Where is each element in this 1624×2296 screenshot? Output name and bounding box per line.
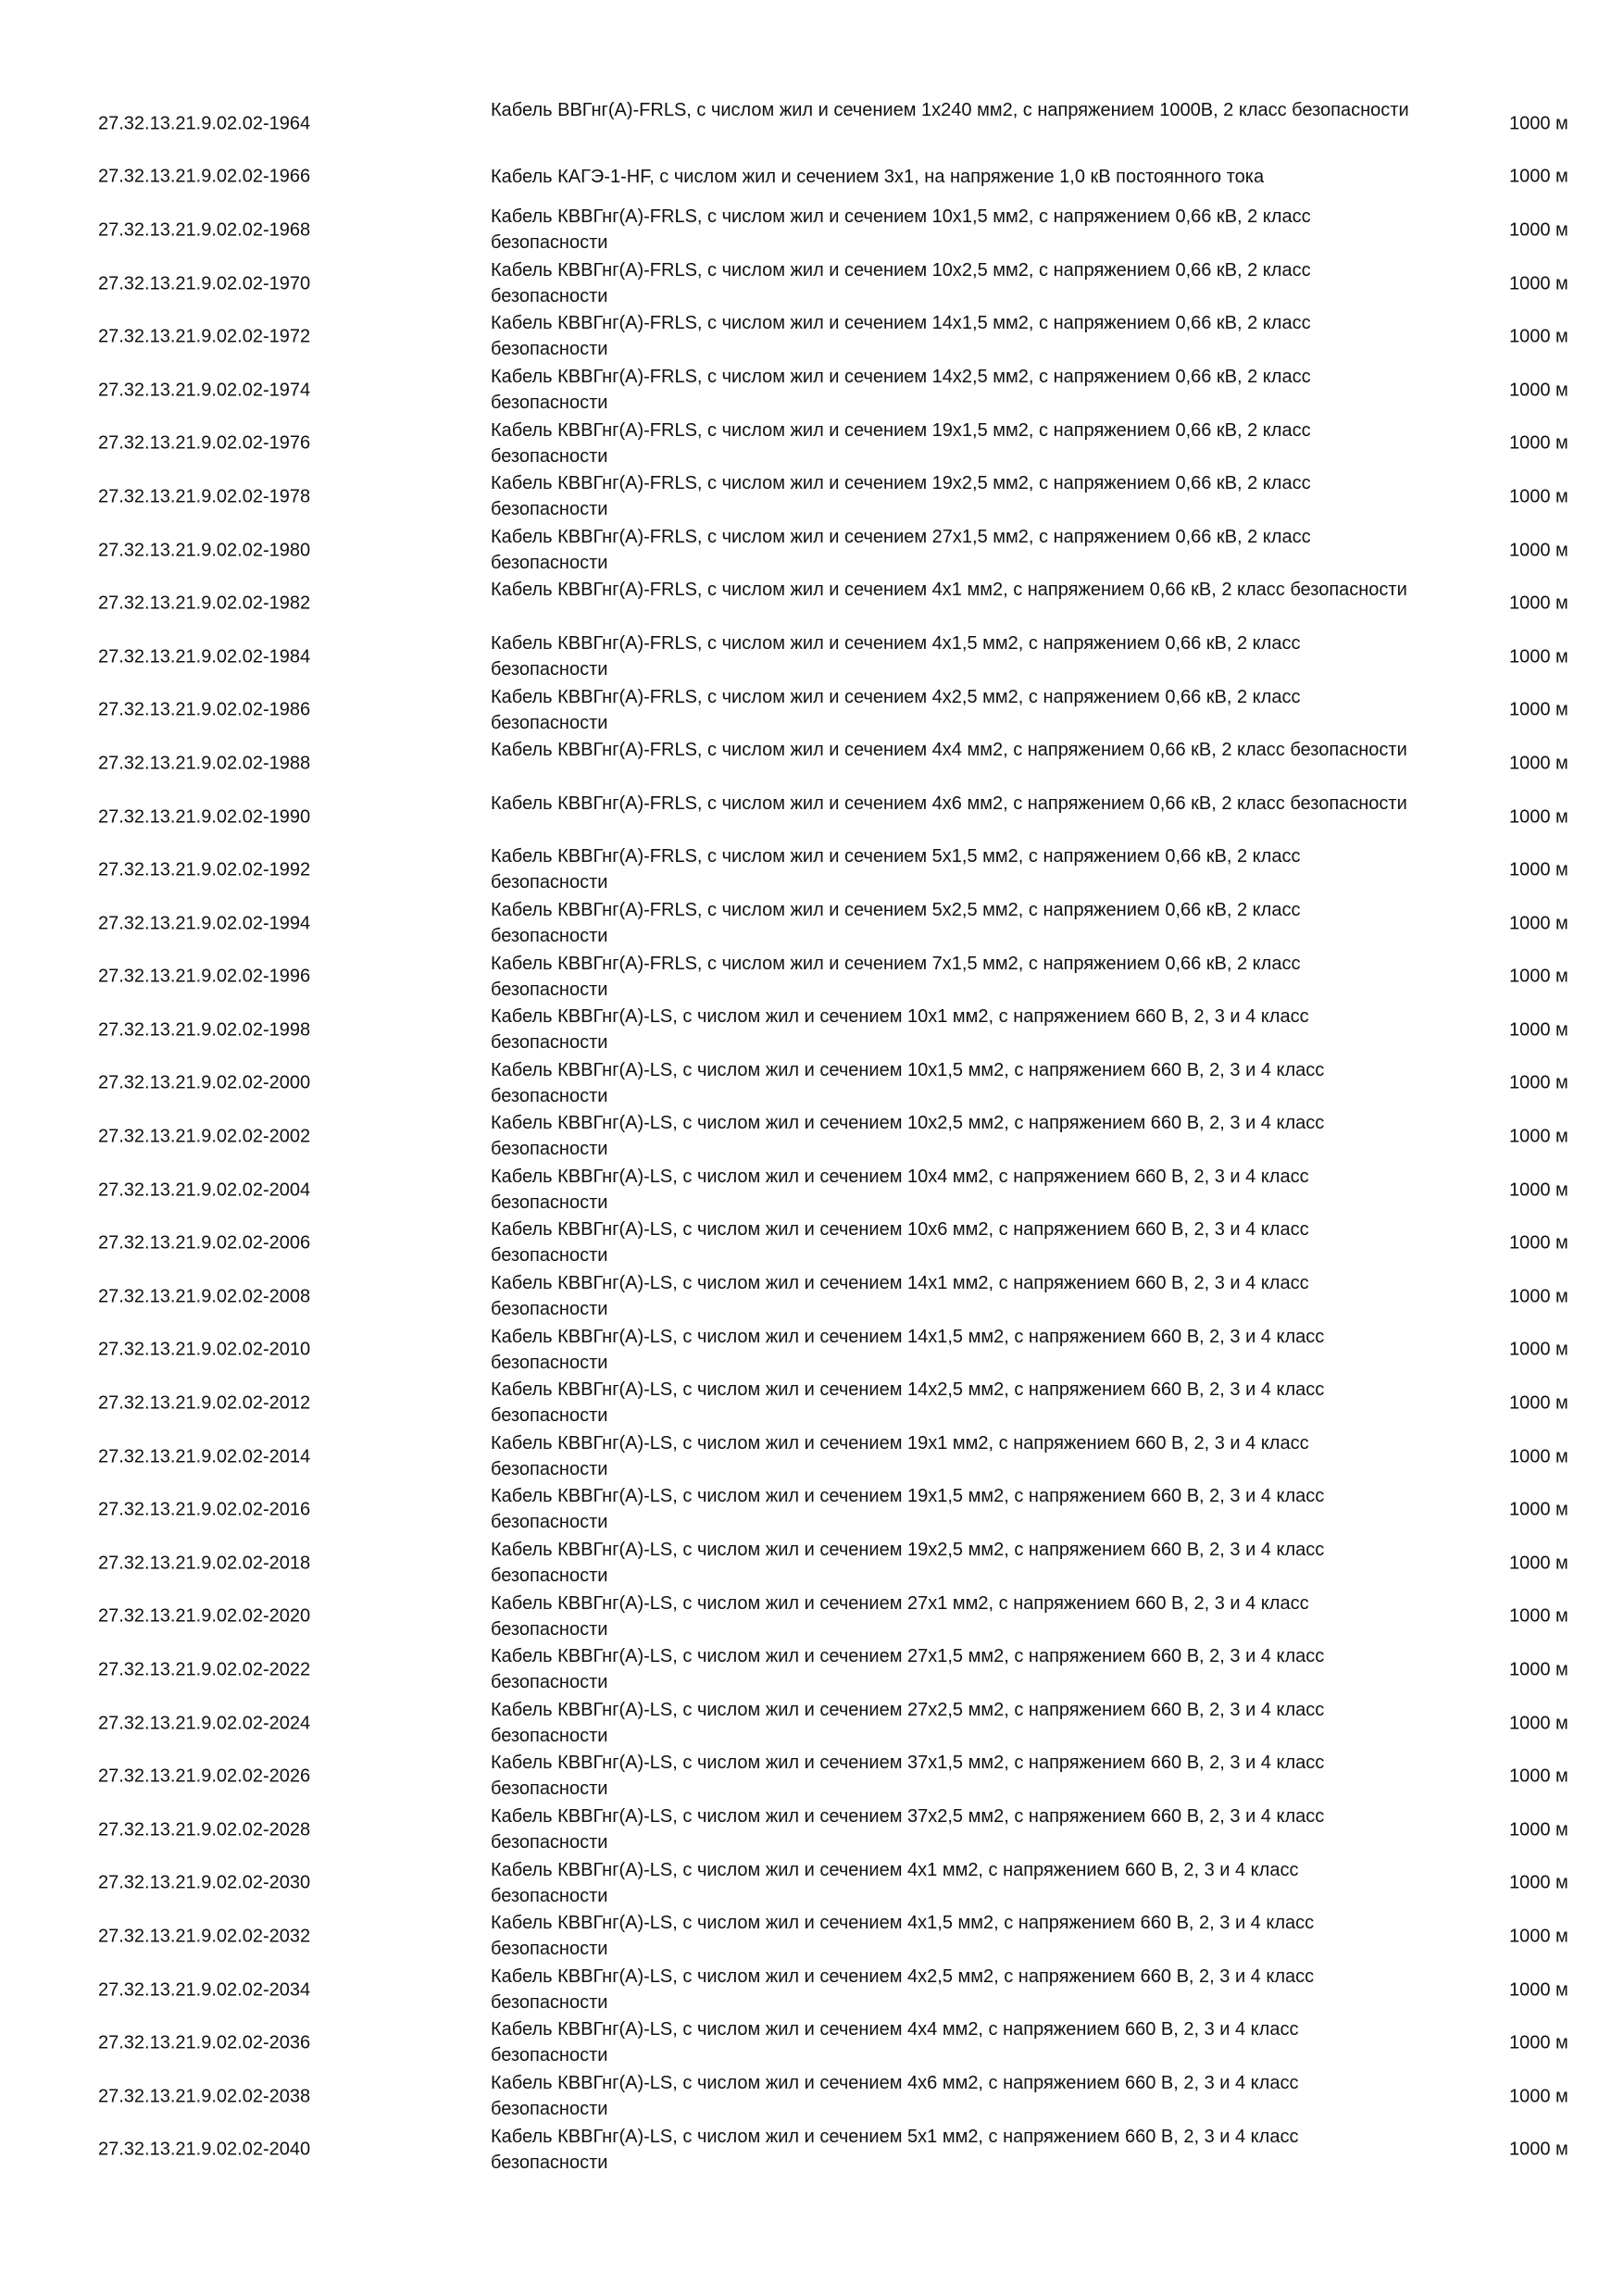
item-code: 27.32.13.21.9.02.02-2008	[98, 1286, 311, 1307]
table-row	[0, 630, 1624, 684]
table-row	[0, 1110, 1624, 1164]
item-unit: 1000 м	[1509, 806, 1568, 828]
item-code: 27.32.13.21.9.02.02-1972	[98, 326, 311, 347]
table-row	[0, 364, 1624, 418]
table-row	[0, 737, 1624, 791]
item-unit: 1000 м	[1509, 1446, 1568, 1467]
item-description: Кабель КВВГнг(А)-FRLS, с числом жил и сечением 5х1,5 мм2, с напряжением 0,66 кВ, 2 класс безопасности	[491, 846, 1301, 893]
item-unit: 1000 м	[1509, 1286, 1568, 1307]
table-row	[0, 1803, 1624, 1857]
table-row	[0, 1164, 1624, 1217]
item-code: 27.32.13.21.9.02.02-2016	[98, 1499, 311, 1520]
item-unit: 1000 м	[1509, 2032, 1568, 2053]
item-unit: 1000 м	[1509, 1232, 1568, 1254]
item-code: 27.32.13.21.9.02.02-2010	[98, 1339, 311, 1360]
item-code: 27.32.13.21.9.02.02-1982	[98, 593, 311, 614]
table-row	[0, 2016, 1624, 2070]
item-code: 27.32.13.21.9.02.02-1996	[98, 966, 311, 987]
item-code: 27.32.13.21.9.02.02-2036	[98, 2032, 311, 2053]
item-description: Кабель КВВГнг(А)-FRLS, с числом жил и сечением 14х1,5 мм2, с напряжением 0,66 кВ, 2 класс безопасности	[491, 313, 1311, 360]
table-row	[0, 951, 1624, 1004]
item-code: 27.32.13.21.9.02.02-2040	[98, 2139, 311, 2160]
item-code: 27.32.13.21.9.02.02-1984	[98, 646, 311, 668]
item-description: Кабель КАГЭ-1-HF, с числом жил и сечением 3х1, на напряжение 1,0 кВ постоянного тока	[491, 167, 1265, 188]
item-unit: 1000 м	[1509, 2139, 1568, 2160]
item-code: 27.32.13.21.9.02.02-1998	[98, 1019, 311, 1041]
item-code: 27.32.13.21.9.02.02-1980	[98, 540, 311, 561]
item-code: 27.32.13.21.9.02.02-2000	[98, 1072, 311, 1093]
item-unit: 1000 м	[1509, 540, 1568, 561]
item-description: Кабель КВВГнг(А)-LS, с числом жил и сечением 14х1 мм2, с напряжением 660 В, 2, 3 и 4 класс безопасности	[491, 1273, 1309, 1320]
item-unit: 1000 м	[1509, 1713, 1568, 1734]
table-row	[0, 1643, 1624, 1697]
table-row	[0, 310, 1624, 364]
item-unit: 1000 м	[1509, 166, 1568, 187]
table-row	[0, 843, 1624, 897]
item-unit: 1000 м	[1509, 432, 1568, 454]
item-unit: 1000 м	[1509, 1072, 1568, 1093]
item-unit: 1000 м	[1509, 380, 1568, 401]
table-row	[0, 2124, 1624, 2177]
item-description: Кабель КВВГнг(А)-LS, с числом жил и сечением 14х1,5 мм2, с напряжением 660 В, 2, 3 и 4 класс безопасности	[491, 1326, 1325, 1373]
item-description: Кабель КВВГнг(А)-LS, с числом жил и сечением 4х1,5 мм2, с напряжением 660 В, 2, 3 и 4 класс безопасности	[491, 1913, 1315, 1960]
item-description: Кабель ВВГнг(А)-FRLS, с числом жил и сечением 1х240 мм2, с напряжением 1000В, 2 класс безопасности	[491, 100, 1409, 120]
item-code: 27.32.13.21.9.02.02-1992	[98, 859, 311, 880]
item-code: 27.32.13.21.9.02.02-2024	[98, 1713, 311, 1734]
item-description: Кабель КВВГнг(А)-LS, с числом жил и сечением 10х1,5 мм2, с напряжением 660 В, 2, 3 и 4 класс безопасности	[491, 1059, 1325, 1106]
item-description: Кабель КВВГнг(А)-LS, с числом жил и сечением 4х1 мм2, с напряжением 660 В, 2, 3 и 4 класс безопасности	[491, 1859, 1299, 1906]
item-unit: 1000 м	[1509, 1872, 1568, 1893]
item-code: 27.32.13.21.9.02.02-1964	[98, 113, 311, 134]
item-code: 27.32.13.21.9.02.02-2018	[98, 1553, 311, 1574]
item-description: Кабель КВВГнг(А)-FRLS, с числом жил и сечением 19х2,5 мм2, с напряжением 0,66 кВ, 2 класс безопасности	[491, 473, 1311, 520]
item-unit: 1000 м	[1509, 699, 1568, 720]
item-description: Кабель КВВГнг(А)-LS, с числом жил и сечением 19х1,5 мм2, с напряжением 660 В, 2, 3 и 4 класс безопасности	[491, 1486, 1325, 1533]
item-unit: 1000 м	[1509, 1553, 1568, 1574]
table-row	[0, 524, 1624, 578]
item-unit: 1000 м	[1509, 1392, 1568, 1414]
item-code: 27.32.13.21.9.02.02-2004	[98, 1179, 311, 1201]
item-description: Кабель КВВГнг(А)-FRLS, с числом жил и сечением 7х1,5 мм2, с напряжением 0,66 кВ, 2 класс безопасности	[491, 953, 1301, 1000]
item-unit: 1000 м	[1509, 1126, 1568, 1147]
item-code: 27.32.13.21.9.02.02-1990	[98, 806, 311, 828]
item-code: 27.32.13.21.9.02.02-2034	[98, 1979, 311, 2001]
item-unit: 1000 м	[1509, 1339, 1568, 1360]
item-code: 27.32.13.21.9.02.02-1976	[98, 432, 311, 454]
item-unit: 1000 м	[1509, 1766, 1568, 1787]
item-description: Кабель КВВГнг(А)-FRLS, с числом жил и сечением 27х1,5 мм2, с напряжением 0,66 кВ, 2 класс безопасности	[491, 526, 1311, 573]
item-description: Кабель КВВГнг(А)-FRLS, с числом жил и сечением 19х1,5 мм2, с напряжением 0,66 кВ, 2 класс безопасности	[491, 419, 1311, 467]
item-unit: 1000 м	[1509, 219, 1568, 241]
item-unit: 1000 м	[1509, 1605, 1568, 1627]
item-description: Кабель КВВГнг(А)-LS, с числом жил и сечением 4х6 мм2, с напряжением 660 В, 2, 3 и 4 класс безопасности	[491, 2072, 1299, 2119]
item-description: Кабель КВВГнг(А)-LS, с числом жил и сечением 10х1 мм2, с напряжением 660 В, 2, 3 и 4 класс безопасности	[491, 1006, 1309, 1054]
item-unit: 1000 м	[1509, 1979, 1568, 2001]
item-description: Кабель КВВГнг(А)-FRLS, с числом жил и сечением 4х4 мм2, с напряжением 0,66 кВ, 2 класс безопасности	[491, 740, 1407, 761]
item-code: 27.32.13.21.9.02.02-2038	[98, 2086, 311, 2107]
item-code: 27.32.13.21.9.02.02-1986	[98, 699, 311, 720]
item-unit: 1000 м	[1509, 113, 1568, 134]
item-unit: 1000 м	[1509, 753, 1568, 774]
item-unit: 1000 м	[1509, 1019, 1568, 1041]
table-row	[0, 684, 1624, 738]
item-description: Кабель КВВГнг(А)-LS, с числом жил и сечением 19х1 мм2, с напряжением 660 В, 2, 3 и 4 класс безопасности	[491, 1432, 1309, 1479]
table-row	[0, 1004, 1624, 1057]
table-row	[0, 2070, 1624, 2124]
table-row	[0, 1217, 1624, 1270]
table-row	[0, 257, 1624, 311]
item-description: Кабель КВВГнг(А)-FRLS, с числом жил и сечением 14х2,5 мм2, с напряжением 0,66 кВ, 2 класс безопасности	[491, 366, 1311, 413]
item-description: Кабель КВВГнг(А)-LS, с числом жил и сечением 27х2,5 мм2, с напряжением 660 В, 2, 3 и 4 класс безопасности	[491, 1699, 1325, 1746]
table-row	[0, 1591, 1624, 1644]
item-unit: 1000 м	[1509, 1179, 1568, 1201]
table-row	[0, 577, 1624, 630]
item-code: 27.32.13.21.9.02.02-1966	[98, 166, 311, 187]
table-row	[0, 1324, 1624, 1378]
table-row	[0, 1964, 1624, 2017]
item-unit: 1000 м	[1509, 486, 1568, 507]
item-description: Кабель КВВГнг(А)-LS, с числом жил и сечением 4х4 мм2, с напряжением 660 В, 2, 3 и 4 класс безопасности	[491, 2019, 1299, 2066]
table-row	[0, 1430, 1624, 1484]
item-unit: 1000 м	[1509, 966, 1568, 987]
item-unit: 1000 м	[1509, 273, 1568, 294]
item-code: 27.32.13.21.9.02.02-2006	[98, 1232, 311, 1254]
item-description: Кабель КВВГнг(А)-LS, с числом жил и сечением 37х2,5 мм2, с напряжением 660 В, 2, 3 и 4 класс безопасности	[491, 1806, 1325, 1853]
item-description: Кабель КВВГнг(А)-LS, с числом жил и сечением 10х6 мм2, с напряжением 660 В, 2, 3 и 4 класс безопасности	[491, 1219, 1309, 1267]
item-code: 27.32.13.21.9.02.02-2022	[98, 1659, 311, 1680]
item-description: Кабель КВВГнг(А)-LS, с числом жил и сечением 4х2,5 мм2, с напряжением 660 В, 2, 3 и 4 класс безопасности	[491, 1965, 1315, 2013]
cable-list	[0, 97, 1624, 2177]
item-unit: 1000 м	[1509, 2086, 1568, 2107]
item-description: Кабель КВВГнг(А)-LS, с числом жил и сечением 37х1,5 мм2, с напряжением 660 В, 2, 3 и 4 класс безопасности	[491, 1753, 1325, 1800]
table-row	[0, 151, 1624, 205]
item-unit: 1000 м	[1509, 859, 1568, 880]
table-row	[0, 1697, 1624, 1751]
item-unit: 1000 м	[1509, 1659, 1568, 1680]
item-description: Кабель КВВГнг(А)-FRLS, с числом жил и сечением 10х2,5 мм2, с напряжением 0,66 кВ, 2 класс безопасности	[491, 259, 1311, 306]
item-unit: 1000 м	[1509, 1499, 1568, 1520]
table-row	[0, 1377, 1624, 1430]
item-code: 27.32.13.21.9.02.02-2020	[98, 1605, 311, 1627]
table-row	[0, 1750, 1624, 1803]
table-row	[0, 791, 1624, 844]
item-unit: 1000 м	[1509, 326, 1568, 347]
item-code: 27.32.13.21.9.02.02-2012	[98, 1392, 311, 1414]
item-description: Кабель КВВГнг(А)-LS, с числом жил и сечением 27х1,5 мм2, с напряжением 660 В, 2, 3 и 4 класс безопасности	[491, 1646, 1325, 1693]
table-row	[0, 97, 1624, 151]
item-code: 27.32.13.21.9.02.02-1974	[98, 380, 311, 401]
item-unit: 1000 м	[1509, 646, 1568, 668]
item-description: Кабель КВВГнг(А)-LS, с числом жил и сечением 27х1 мм2, с напряжением 660 В, 2, 3 и 4 класс безопасности	[491, 1592, 1309, 1640]
table-row	[0, 1857, 1624, 1911]
table-row	[0, 1057, 1624, 1111]
item-code: 27.32.13.21.9.02.02-2030	[98, 1872, 311, 1893]
table-row	[0, 204, 1624, 257]
item-unit: 1000 м	[1509, 1819, 1568, 1841]
table-row	[0, 1537, 1624, 1591]
item-code: 27.32.13.21.9.02.02-2002	[98, 1126, 311, 1147]
item-description: Кабель КВВГнг(А)-LS, с числом жил и сечением 19х2,5 мм2, с напряжением 660 В, 2, 3 и 4 класс безопасности	[491, 1540, 1325, 1587]
item-code: 27.32.13.21.9.02.02-2028	[98, 1819, 311, 1841]
item-unit: 1000 м	[1509, 913, 1568, 934]
item-code: 27.32.13.21.9.02.02-2032	[98, 1926, 311, 1947]
item-description: Кабель КВВГнг(А)-FRLS, с числом жил и сечением 4х1,5 мм2, с напряжением 0,66 кВ, 2 класс безопасности	[491, 632, 1301, 680]
item-description: Кабель КВВГнг(А)-FRLS, с числом жил и сечением 10х1,5 мм2, с напряжением 0,66 кВ, 2 класс безопасности	[491, 206, 1311, 254]
table-row	[0, 1483, 1624, 1537]
table-row	[0, 470, 1624, 524]
item-description: Кабель КВВГнг(А)-LS, с числом жил и сечением 10х2,5 мм2, с напряжением 660 В, 2, 3 и 4 класс безопасности	[491, 1113, 1325, 1160]
item-unit: 1000 м	[1509, 1926, 1568, 1947]
item-code: 27.32.13.21.9.02.02-1994	[98, 913, 311, 934]
table-row	[0, 897, 1624, 951]
table-row	[0, 418, 1624, 471]
item-description: Кабель КВВГнг(А)-LS, с числом жил и сечением 10х4 мм2, с напряжением 660 В, 2, 3 и 4 класс безопасности	[491, 1166, 1309, 1213]
item-code: 27.32.13.21.9.02.02-1988	[98, 753, 311, 774]
item-unit: 1000 м	[1509, 593, 1568, 614]
item-code: 27.32.13.21.9.02.02-1968	[98, 219, 311, 241]
table-row	[0, 1270, 1624, 1324]
item-description: Кабель КВВГнг(А)-FRLS, с числом жил и сечением 4х1 мм2, с напряжением 0,66 кВ, 2 класс безопасности	[491, 580, 1407, 601]
item-description: Кабель КВВГнг(А)-FRLS, с числом жил и сечением 4х6 мм2, с напряжением 0,66 кВ, 2 класс безопасности	[491, 792, 1407, 814]
table-row	[0, 1910, 1624, 1964]
item-description: Кабель КВВГнг(А)-LS, с числом жил и сечением 14х2,5 мм2, с напряжением 660 В, 2, 3 и 4 класс безопасности	[491, 1379, 1325, 1427]
item-description: Кабель КВВГнг(А)-FRLS, с числом жил и сечением 5х2,5 мм2, с напряжением 0,66 кВ, 2 класс безопасности	[491, 899, 1301, 946]
item-code: 27.32.13.21.9.02.02-1970	[98, 273, 311, 294]
item-description: Кабель КВВГнг(А)-LS, с числом жил и сечением 5х1 мм2, с напряжением 660 В, 2, 3 и 4 класс безопасности	[491, 2126, 1299, 2173]
item-code: 27.32.13.21.9.02.02-2026	[98, 1766, 311, 1787]
item-code: 27.32.13.21.9.02.02-2014	[98, 1446, 311, 1467]
item-description: Кабель КВВГнг(А)-FRLS, с числом жил и сечением 4х2,5 мм2, с напряжением 0,66 кВ, 2 класс безопасности	[491, 686, 1301, 733]
item-code: 27.32.13.21.9.02.02-1978	[98, 486, 311, 507]
